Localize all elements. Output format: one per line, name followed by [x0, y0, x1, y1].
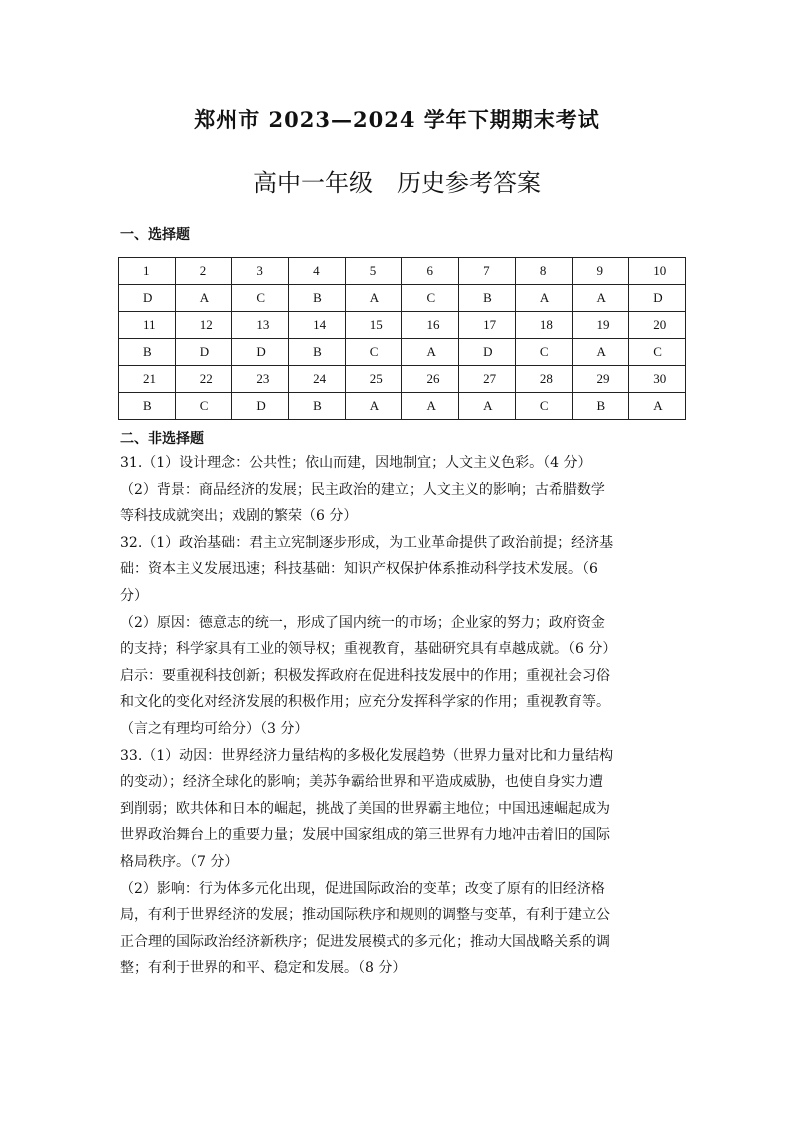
answer-letter-row — [119, 285, 686, 312]
answer-text-line: 世界政治舞台上的重要力量；发展中国家组成的第三世界有力地冲击着旧的国际 — [120, 827, 610, 844]
question-number-cell: 15 — [345, 312, 402, 339]
answer-text-line: 33.（1）动因：世界经济力量结构的多极化发展趋势（世界力量对比和力量结构 — [120, 747, 614, 764]
answer-letter-cell: A — [572, 285, 629, 312]
question-number-cell: 6 — [402, 258, 459, 285]
question-number-cell: 2 — [175, 258, 232, 285]
answer-text-line: （2）背景：商品经济的发展；民主政治的建立；人文主义的影响；古希腊数学 — [120, 481, 605, 498]
answer-letter-cell: A — [175, 285, 232, 312]
answer-letter-cell: B — [289, 393, 346, 420]
question-number-cell: 7 — [459, 258, 516, 285]
answer-letter-cell: C — [175, 393, 232, 420]
answer-text-line: 到削弱；欧共体和日本的崛起，挑战了美国的世界霸主地位；中国迅速崛起成为 — [120, 800, 610, 817]
answer-letter-row — [119, 393, 686, 420]
answer-letter-cell: C — [232, 285, 289, 312]
question-number-cell: 17 — [459, 312, 516, 339]
answer-letter-cell: B — [119, 393, 176, 420]
answer-letter-cell: A — [459, 393, 516, 420]
answer-text-line: 分） — [120, 587, 148, 604]
question-number-cell: 30 — [629, 366, 686, 393]
answer-letter-cell: B — [289, 285, 346, 312]
question-number-cell: 27 — [459, 366, 516, 393]
question-number-cell: 23 — [232, 366, 289, 393]
answer-letter-cell: C — [515, 393, 572, 420]
question-number-cell: 18 — [515, 312, 572, 339]
question-number-cell: 5 — [345, 258, 402, 285]
answer-text-line: 启示：要重视科技创新；积极发挥政府在促进科技发展中的作用；重视社会习俗 — [120, 667, 610, 684]
question-number-cell: 24 — [289, 366, 346, 393]
question-number-cell: 3 — [232, 258, 289, 285]
answer-text-line: 等科技成就突出；戏剧的繁荣（6 分） — [120, 508, 358, 525]
question-number-cell: 13 — [232, 312, 289, 339]
answer-letter-cell: A — [345, 285, 402, 312]
answer-letter-cell: C — [515, 339, 572, 366]
answer-letter-cell: A — [515, 285, 572, 312]
answer-letter-cell: C — [629, 339, 686, 366]
answer-letter-cell: A — [629, 393, 686, 420]
question-number-cell: 14 — [289, 312, 346, 339]
question-number-cell: 22 — [175, 366, 232, 393]
answer-letter-cell: A — [402, 339, 459, 366]
question-number-row — [119, 258, 686, 285]
answer-text-line: 整；有利于世界的和平、稳定和发展。（8 分） — [120, 960, 407, 977]
answer-letter-cell: A — [345, 393, 402, 420]
answer-text-line: 础：资本主义发展迅速；科技基础：知识产权保护体系推动科学技术发展。（6 — [120, 561, 598, 578]
answer-text-line: 32.（1）政治基础：君主立宪制逐步形成，为工业革命提供了政治前提；经济基 — [120, 534, 614, 551]
answer-letter-cell: D — [175, 339, 232, 366]
question-number-cell: 4 — [289, 258, 346, 285]
answer-letter-cell: D — [629, 285, 686, 312]
answer-letter-cell: A — [402, 393, 459, 420]
answer-letter-cell: C — [402, 285, 459, 312]
question-number-row — [119, 312, 686, 339]
answer-letter-cell: B — [572, 393, 629, 420]
answer-letter-cell: D — [232, 339, 289, 366]
answer-letter-cell: B — [119, 339, 176, 366]
answer-text-line: （言之有理均可给分）（3 分） — [120, 720, 309, 737]
answer-text-line: 的支持；科学家具有工业的领导权；重视教育，基础研究具有卓越成就。（6 分） — [120, 641, 617, 658]
answer-letter-cell: C — [345, 339, 402, 366]
question-number-cell: 8 — [515, 258, 572, 285]
multiple-choice-answer-table — [118, 257, 686, 420]
section-multiple-choice-heading: 一、选择题 — [120, 227, 190, 243]
question-number-cell: 9 — [572, 258, 629, 285]
question-number-cell: 21 — [119, 366, 176, 393]
answer-letter-cell: B — [289, 339, 346, 366]
answer-text-line: 局，有利于世界经济的发展；推动国际秩序和规则的调整与变革，有利于建立公 — [120, 907, 610, 924]
answer-letter-cell: D — [119, 285, 176, 312]
question-number-cell: 20 — [629, 312, 686, 339]
question-number-row — [119, 366, 686, 393]
question-number-cell: 28 — [515, 366, 572, 393]
exam-title: 郑州市 2023—2024 学年下期期末考试 — [194, 107, 600, 132]
question-number-cell: 16 — [402, 312, 459, 339]
answer-letter-cell: D — [232, 393, 289, 420]
answer-text-line: 31.（1）设计理念：公共性；依山而建，因地制宜；人文主义色彩。（4 分） — [120, 455, 592, 471]
question-number-cell: 29 — [572, 366, 629, 393]
answer-letter-cell: D — [459, 339, 516, 366]
answer-text-line: （2）影响：行为体多元化出现，促进国际政治的变革；改变了原有的旧经济格 — [120, 880, 605, 897]
answer-text-line: 正合理的国际政治经济新秩序；促进发展模式的多元化；推动大国战略关系的调 — [120, 933, 610, 950]
question-number-cell: 1 — [119, 258, 176, 285]
question-number-cell: 19 — [572, 312, 629, 339]
question-number-cell: 10 — [629, 258, 686, 285]
question-number-cell: 12 — [175, 312, 232, 339]
answer-text-line: （2）原因：德意志的统一，形成了国内统一的市场；企业家的努力；政府资金 — [120, 614, 605, 631]
section-open-questions-heading: 二、非选择题 — [120, 431, 204, 447]
answer-text-line: 格局秩序。（7 分） — [120, 853, 239, 870]
question-number-cell: 26 — [402, 366, 459, 393]
answer-letter-row — [119, 339, 686, 366]
answer-letter-cell: B — [459, 285, 516, 312]
exam-subtitle: 高中一年级 历史参考答案 — [253, 169, 541, 197]
answer-letter-cell: A — [572, 339, 629, 366]
question-number-cell: 25 — [345, 366, 402, 393]
answer-text-line: 和文化的变化对经济发展的积极作用；应充分发挥科学家的作用；重视教育等。 — [120, 694, 610, 711]
question-number-cell: 11 — [119, 312, 176, 339]
open-questions-answers — [120, 450, 682, 982]
answer-text-line: 的变动）；经济全球化的影响；美苏争霸给世界和平造成威胁，也使自身实力遭 — [120, 774, 603, 791]
